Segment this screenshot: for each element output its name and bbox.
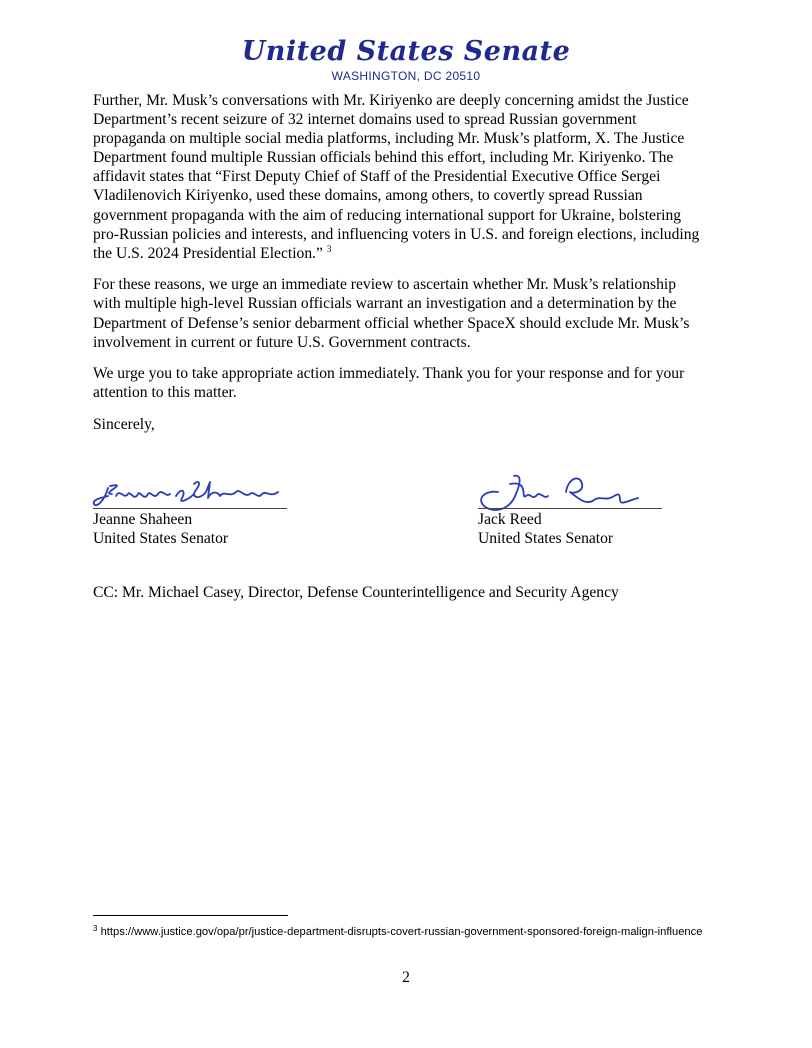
line: Department of Defense’s senior debarment official whether SpaceX should exclude Mr. Musk’s (93, 314, 690, 332)
line: involvement in current or future U.S. Government contracts. (93, 333, 471, 351)
line: Vladilenovich Kiriyenko, used these domains, among others, to covertly spread Russian (93, 187, 643, 205)
line: government propaganda with the aim of reducing international support for Ukraine, bolstering (93, 206, 682, 224)
signatory-reed (478, 510, 613, 548)
footnote-reference[interactable]: 3 (326, 243, 332, 254)
line: affidavit states that “First Deputy Chief of Staff of the Presidential Executive Office Sergei (93, 168, 661, 186)
line: attention to this matter. (93, 384, 237, 402)
footnote (93, 924, 713, 941)
line: We urge you to take appropriate action immediately. Thank you for your response and for your (93, 365, 685, 383)
line: pro-Russian policies and interests, and influencing voters in U.S. and foreign elections, including (93, 225, 700, 243)
line: the U.S. 2024 Presidential Election.” (93, 244, 323, 262)
signatory-shaheen (93, 510, 228, 548)
cc-line: CC: Mr. Michael Casey, Director, Defense Counterintelligence and Security Agency (93, 584, 619, 601)
footnote-link[interactable]: https://www.justice.gov/opa/pr/justice-department-disrupts-covert-russian-government-sponsored-foreign-malign-influence (100, 926, 703, 938)
footnote-marker: 3 (93, 924, 98, 933)
line: Department found multiple Russian officials behind this effort, including Mr. Kiriyenko. The (93, 149, 674, 167)
closing: Sincerely, (93, 415, 155, 433)
footnote-divider (93, 915, 288, 916)
signature-line (478, 508, 662, 509)
line: with multiple high-level Russian officials warrant an investigation and a determination by the (93, 295, 677, 313)
letter-body (93, 91, 723, 447)
letterhead (0, 36, 812, 84)
signatory-name: Jack Reed (478, 511, 542, 528)
letterhead-city: WASHINGTON, DC 20510 (331, 69, 481, 83)
signatory-title: United States Senator (93, 530, 229, 547)
signatory-name: Jeanne Shaheen (93, 511, 193, 528)
paragraph-3 (93, 364, 723, 402)
line: Department’s recent seizure of 32 internet domains used to spread Russian government (93, 111, 637, 129)
letterhead-title: United States Senate (241, 36, 571, 67)
paragraph-1 (93, 91, 723, 263)
page-number: 2 (402, 969, 410, 986)
line: For these reasons, we urge an immediate review to ascertain whether Mr. Musk’s relationship (93, 276, 677, 294)
paragraph-2 (93, 275, 723, 351)
line: propaganda on multiple social media platforms, including Mr. Musk’s platform, X. The Justice (93, 130, 685, 148)
signatory-title: United States Senator (478, 530, 614, 547)
line: Further, Mr. Musk’s conversations with Mr. Kiriyenko are deeply concerning amidst the Justice (93, 92, 689, 109)
signature-line (93, 508, 287, 509)
